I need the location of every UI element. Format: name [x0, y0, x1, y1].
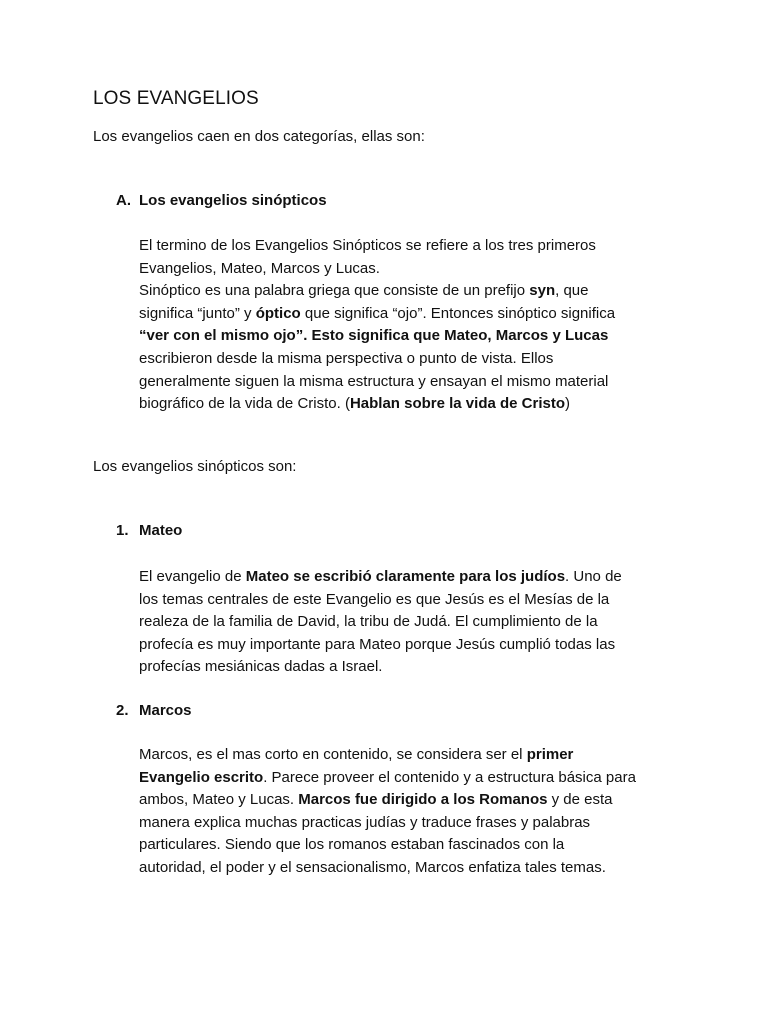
- emphasis-syn: syn: [529, 282, 556, 300]
- item-1-line-5: profecías mesiánicas dadas a Israel.: [139, 658, 383, 676]
- item-2-line-2: Evangelio escrito. Parece proveer el contenido y a estructura básica para: [139, 768, 636, 786]
- section-a-line-8: biográfico de la vida de Cristo. (Hablan sobre la vida de Cristo): [139, 395, 570, 413]
- item-1-line-1: El evangelio de Mateo se escribió claramente para los judíos. Uno de: [139, 568, 622, 585]
- item-1-marker: 1.: [116, 522, 129, 539]
- emphasis-marcos-romanos: Marcos fue dirigido a los Romanos: [298, 791, 548, 809]
- item-2-line-1: Marcos, es el mas corto en contenido, se considera ser el primer: [139, 746, 574, 763]
- item-1-line-4: profecía es muy importante para Mateo porque Jesús cumplió todas las: [139, 635, 616, 653]
- item-2-line-3: ambos, Mateo y Lucas. Marcos fue dirigido a los Romanos y de esta: [139, 791, 613, 809]
- item-1-paragraph: [139, 566, 679, 679]
- section-a-line-6: escribieron desde la misma perspectiva o punto de vista. Ellos: [139, 349, 554, 367]
- item-2-marker: 2.: [116, 702, 129, 719]
- section-a-line-1: El termino de los Evangelios Sinópticos se refiere a los tres primeros: [139, 237, 596, 254]
- item-2-paragraph: [139, 744, 679, 880]
- section-a-line-2: Evangelios, Mateo, Marcos y Lucas.: [139, 259, 380, 277]
- emphasis-hablan-sobre-la-vida: Hablan sobre la vida de Cristo: [349, 395, 565, 413]
- intro-text: Los evangelios caen en dos categorías, ellas son:: [93, 128, 425, 145]
- item-2-title: Marcos: [139, 702, 192, 719]
- item-1-line-2: los temas centrales de este Evangelio es que Jesús es el Mesías de la: [139, 590, 610, 608]
- list-intro-text: Los evangelios sinópticos son:: [93, 458, 297, 475]
- section-a-line-7: generalmente siguen la misma estructura y ensayan el mismo material: [139, 372, 609, 390]
- item-1-title: Mateo: [139, 522, 183, 539]
- emphasis-optico: óptico: [255, 304, 301, 322]
- section-a-line-3: Sinóptico es una palabra griega que consiste de un prefijo syn, que: [139, 282, 589, 300]
- section-a-line-4: significa “junto” y óptico que significa “ojo”. Entonces sinóptico significa: [139, 304, 616, 322]
- section-a-marker: A.: [116, 192, 131, 209]
- emphasis-mateo-judios: Mateo se escribió claramente para los judíos: [245, 568, 566, 585]
- emphasis-ver-con-el-mismo-ojo: ver con el mismo ojo: [146, 327, 296, 345]
- document-title: LOS EVANGELIOS: [93, 88, 259, 109]
- item-1-line-3: realeza de la familia de David, la tribu de Judá. El cumplimiento de la: [139, 613, 598, 631]
- emphasis-primer: primer: [526, 746, 574, 763]
- item-2-line-4: manera explica muchas practicas judías y traduce frases y palabras: [139, 813, 591, 831]
- item-2-line-5: particulares. Siendo que los romanos estaban fascinados con la: [139, 836, 565, 854]
- section-a-line-5: “ver con el mismo ojo”. Esto significa que Mateo, Marcos y Lucas: [139, 327, 609, 345]
- item-2-line-6: autoridad, el poder y el sensacionalismo, Marcos enfatiza tales temas.: [139, 858, 606, 876]
- section-a-paragraph: [139, 235, 679, 416]
- section-a-title: Los evangelios sinópticos: [139, 192, 327, 209]
- emphasis-evangelio-escrito: Evangelio escrito: [139, 768, 264, 786]
